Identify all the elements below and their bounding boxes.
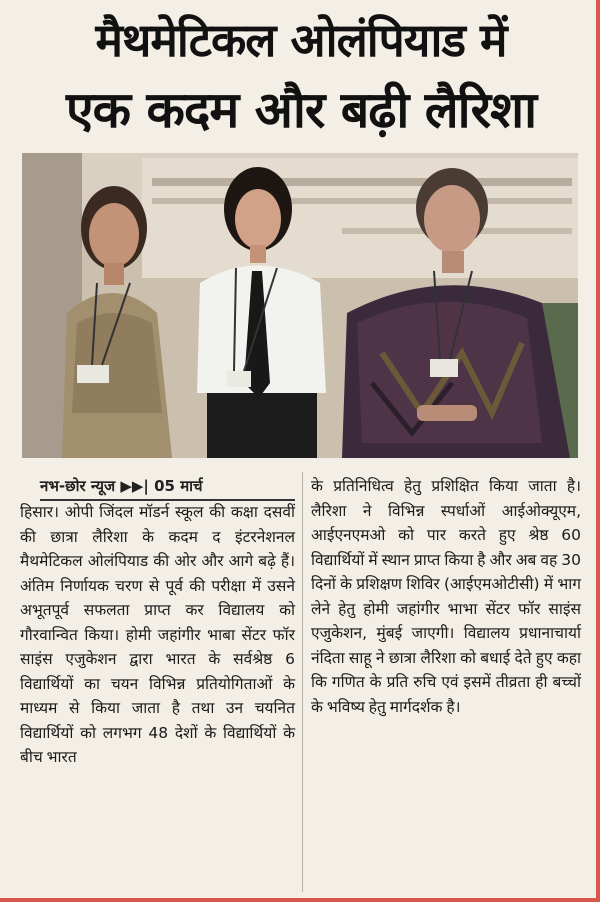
article-column-right: के प्रतिनिधित्व हेतु प्रशिक्षित किया जाता है। लैरिशा ने विभिन्न स्पर्धाओं आईओक्यूएम, आईएनएमओ को पार करते हुए श्रेष्ठ 60 विद्यार्थियों में स्थान प्राप्त किया है और अब वह 30 दिनों के प्रशिक्षण शिविर (आईएमओटीसी) में भाग लेने हेतु होमी जहांगीर भाभा सेंटर फॉर साइंस एजुकेशन, मुंबई जाएगी। विद्यालय प्रधानाचार्या नंदिता साहू ने छात्रा लैरिशा को बधाई देते हुए कहा कि गणित के प्रति रुचि एवं इसमें तीव्रता ही बच्चों के भविष्य हेतु मार्गदर्शक है।	[311, 477, 581, 716]
headline-line-2: एक कदम और बढ़ी लैरिशा	[65, 81, 537, 139]
byline: नभ-छोर न्यूज ▶▶| 05 मार्च	[40, 476, 295, 501]
column-divider	[302, 472, 303, 892]
photo-illustration	[22, 153, 578, 458]
news-photo	[22, 153, 578, 458]
headline	[18, 6, 584, 146]
headline-line-1: मैथमेटिकल ओलंपियाड में	[95, 13, 507, 67]
article-column-left: हिसार। ओपी जिंदल मॉडर्न स्कूल की कक्षा दसवीं की छात्रा लैरिशा के कदम द इंटरनेशनल मैथमेटिकल ओलंपियाड की ओर और आगे बढ़े हैं। अंतिम निर्णायक चरण से पूर्व की परीक्षा में उसने अभूतपूर्व सफलता प्राप्त कर विद्यालय को गौरवान्वित किया। होमी जहांगीर भाबा सेंटर फॉर साइंस एजुकेशन द्वारा भारत के सर्वश्रेष्ठ 6 विद्यार्थियों का चयन विभिन्न प्रतियोगिताओं के माध्यम से किया जाता है तथा उन चयनित विद्यार्थियों को लगभग 48 देशों के विद्यार्थियों के बीच भारत	[20, 503, 295, 766]
